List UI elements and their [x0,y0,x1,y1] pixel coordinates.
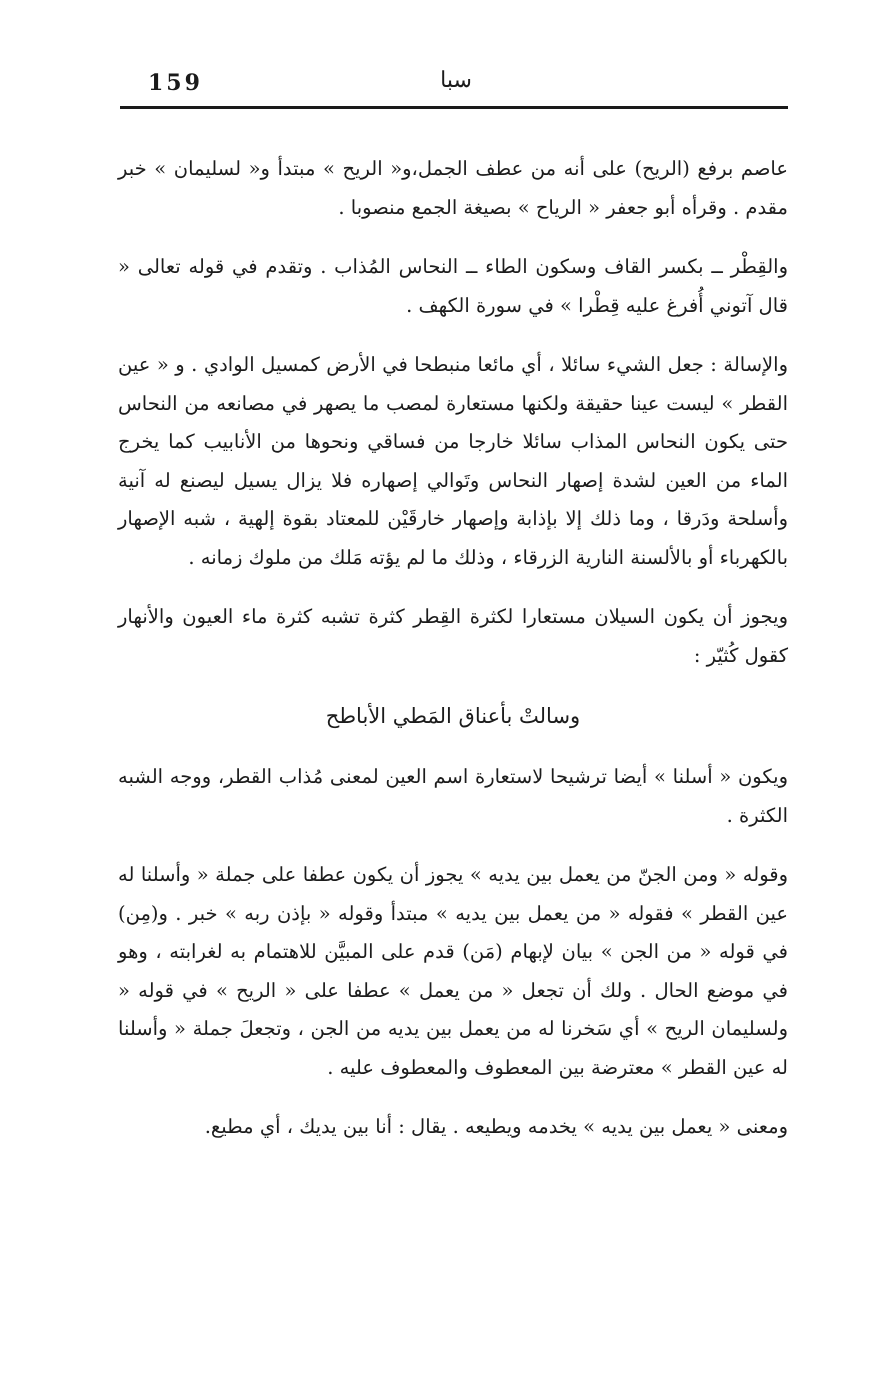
paragraph-bayna-yadayhi: ومعنى « يعمل بين يديه » يخدمه ويطيعه . يقال : أنا بين يديك ، أي مطيع. [204,1115,788,1138]
page-header [120,64,788,108]
paragraph-reading-of-asim: عاصم برفع (الريح) على أنه من عطف الجمل،و« الريح » مبتدأ و« لسليمان » خبر مقدم . وقرأه أبو جعفر « الرياح » بصيغة الجمع منصوبا . [118,157,788,219]
page-number: 159 [148,70,203,96]
paragraph-aslana-tarshih: ويكون « أسلنا » أيضا ترشيحا لاستعارة اسم العين لمعنى مُذاب القطر، ووجه الشبه الكثرة . [118,765,788,827]
paragraph-flowing-metaphor: ويجوز أن يكون السيلان مستعارا لكثرة القِطر كثرة تشبه كثرة ماء العيون والأنهار كقول كُثيّر : [118,605,788,667]
paragraph-min-al-jinn: وقوله « ومن الجنّ من يعمل بين يديه » يجوز أن يكون عطفا على جملة « وأسلنا له عين القطر » فقوله « من يعمل بين يديه » مبتدأ وقوله « بإذن ربه » خبر . و(مِن) في قوله « من الجن » بيان لإبهام (مَن) قدم على المبيَّن للاهتمام به لغرابته ، وهو في موضع الحال . ولك أن تجعل « من يعمل » عطفا على « الريح » في قوله « ولسليمان الريح » أي سَخرنا له من يعمل بين يديه من الجن ، وتجعلَ جملة « وأسلنا له عين القطر » معترضة بين المعطوف والمعطوف عليه . [118,863,788,1079]
paragraph-al-qitr-definition: والقِطْر ــ بكسر القاف وسكون الطاء ــ النحاس المُذاب . وتقدم في قوله تعالى « قال آتوني أُفرغ عليه قِطْرا » في سورة الكهف . [118,255,788,317]
running-title: سبا [440,68,472,93]
poetry-verse: وسالتْ بأعناق المَطي الأباطح [325,704,581,728]
header-rule [120,106,788,109]
paragraph-al-isala: والإسالة : جعل الشيء سائلا ، أي مائعا منبطحا في الأرض كمسيل الوادي . و « عين القطر » ليست عينا حقيقة ولكنها مستعارة لمصب ما يصهر في مصانعه من النحاس حتى يكون النحاس المذاب سائلا خارجا من فساقي ونحوها من الأنابيب كما يخرج الماء من العين لشدة إصهار النحاس وتَوالي إصهاره فلا يزال يسيل ليصنع له آنية وأسلحة ودَرقا ، وما ذلك إلا بإذابة وإصهار خارقَيْن للمعتاد بقوة إلهية ، شبه الإصهار بالكهرباء أو بالألسنة النارية الزرقاء ، وذلك ما لم يؤته مَلك من ملوك زمانه . [118,353,788,569]
page-body [118,150,788,1168]
